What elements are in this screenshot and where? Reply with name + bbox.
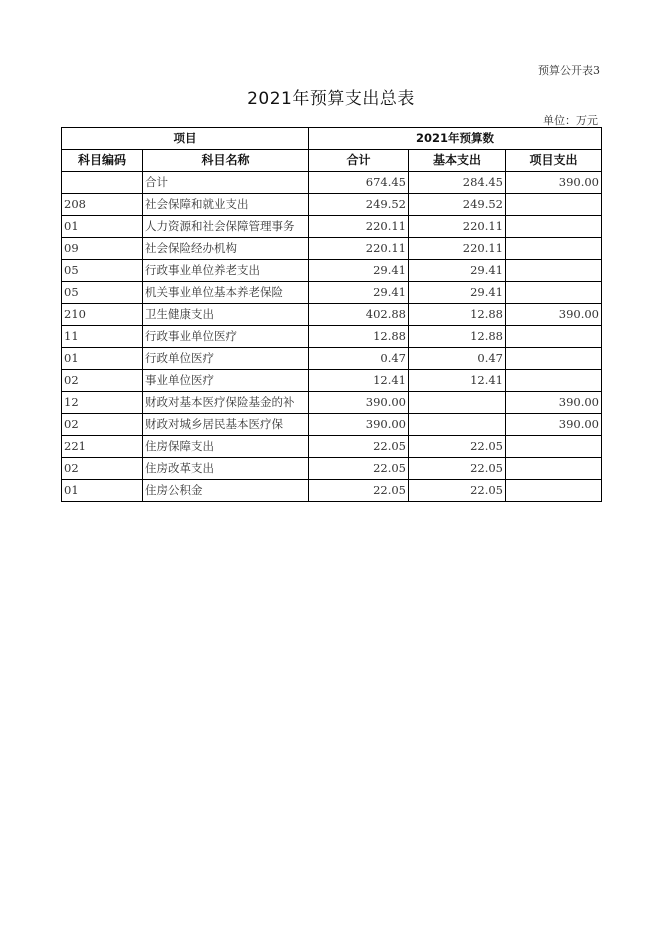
cell-code: 02 (62, 414, 143, 436)
page-title: 2021年预算支出总表 (247, 89, 415, 109)
cell-name: 财政对基本医疗保险基金的补 (143, 392, 309, 414)
cell-total: 22.05 (309, 480, 409, 502)
cell-project (506, 326, 602, 348)
cell-total: 249.52 (309, 194, 409, 216)
group-header-row (62, 128, 602, 150)
cell-name: 社会保障和就业支出 (143, 194, 309, 216)
unit-label: 单位：万元 (543, 114, 598, 127)
cell-code: 02 (62, 458, 143, 480)
cell-code: 02 (62, 370, 143, 392)
cell-code: 05 (62, 260, 143, 282)
column-header-project: 项目支出 (506, 150, 602, 172)
cell-code: 11 (62, 326, 143, 348)
table-row (62, 392, 602, 414)
table-row (62, 326, 602, 348)
cell-basic: 22.05 (409, 458, 506, 480)
table-row (62, 282, 602, 304)
cell-total: 22.05 (309, 436, 409, 458)
cell-project: 390.00 (506, 172, 602, 194)
budget-group-header: 2021年预算数 (309, 128, 602, 150)
cell-project (506, 238, 602, 260)
cell-name: 住房保障支出 (143, 436, 309, 458)
cell-total: 220.11 (309, 238, 409, 260)
cell-total: 29.41 (309, 282, 409, 304)
table-row (62, 216, 602, 238)
cell-project (506, 436, 602, 458)
cell-project: 390.00 (506, 392, 602, 414)
cell-name: 机关事业单位基本养老保险 (143, 282, 309, 304)
table-row (62, 436, 602, 458)
table-row (62, 238, 602, 260)
cell-basic: 22.05 (409, 480, 506, 502)
cell-basic: 12.41 (409, 370, 506, 392)
cell-name: 住房改革支出 (143, 458, 309, 480)
table-row (62, 414, 602, 436)
cell-project: 390.00 (506, 414, 602, 436)
cell-code: 05 (62, 282, 143, 304)
table-row (62, 260, 602, 282)
cell-total: 22.05 (309, 458, 409, 480)
table-row (62, 172, 602, 194)
cell-code (62, 172, 143, 194)
cell-code: 01 (62, 216, 143, 238)
table-body (62, 172, 602, 502)
cell-total: 402.88 (309, 304, 409, 326)
cell-basic: 12.88 (409, 304, 506, 326)
cell-project: 390.00 (506, 304, 602, 326)
cell-total: 12.41 (309, 370, 409, 392)
cell-basic: 12.88 (409, 326, 506, 348)
cell-total: 29.41 (309, 260, 409, 282)
cell-basic: 29.41 (409, 282, 506, 304)
cell-basic: 0.47 (409, 348, 506, 370)
item-group-header: 项目 (62, 128, 309, 150)
column-header-name: 科目名称 (143, 150, 309, 172)
cell-basic (409, 392, 506, 414)
cell-project (506, 282, 602, 304)
form-number: 预算公开表3 (538, 64, 600, 77)
cell-name: 行政事业单位养老支出 (143, 260, 309, 282)
column-header-basic: 基本支出 (409, 150, 506, 172)
table-row (62, 348, 602, 370)
cell-code: 01 (62, 480, 143, 502)
cell-code: 12 (62, 392, 143, 414)
cell-code: 221 (62, 436, 143, 458)
cell-name: 行政事业单位医疗 (143, 326, 309, 348)
cell-project (506, 458, 602, 480)
cell-basic: 220.11 (409, 238, 506, 260)
cell-total: 12.88 (309, 326, 409, 348)
table-row (62, 194, 602, 216)
cell-code: 09 (62, 238, 143, 260)
cell-project (506, 194, 602, 216)
cell-total: 390.00 (309, 414, 409, 436)
cell-basic: 22.05 (409, 436, 506, 458)
cell-name: 住房公积金 (143, 480, 309, 502)
cell-total: 220.11 (309, 216, 409, 238)
cell-name: 财政对城乡居民基本医疗保 (143, 414, 309, 436)
cell-basic: 249.52 (409, 194, 506, 216)
column-header-code: 科目编码 (62, 150, 143, 172)
cell-code: 208 (62, 194, 143, 216)
cell-project (506, 480, 602, 502)
cell-basic (409, 414, 506, 436)
cell-project (506, 348, 602, 370)
cell-project (506, 216, 602, 238)
column-header-row (62, 150, 602, 172)
cell-code: 210 (62, 304, 143, 326)
cell-name: 事业单位医疗 (143, 370, 309, 392)
budget-expenditure-table (61, 127, 602, 502)
column-header-total: 合计 (309, 150, 409, 172)
table-row (62, 304, 602, 326)
cell-name: 合计 (143, 172, 309, 194)
cell-basic: 29.41 (409, 260, 506, 282)
cell-code: 01 (62, 348, 143, 370)
table-row (62, 370, 602, 392)
cell-name: 卫生健康支出 (143, 304, 309, 326)
cell-project (506, 370, 602, 392)
table-row (62, 480, 602, 502)
cell-basic: 220.11 (409, 216, 506, 238)
table-row (62, 458, 602, 480)
cell-total: 674.45 (309, 172, 409, 194)
cell-name: 行政单位医疗 (143, 348, 309, 370)
cell-total: 0.47 (309, 348, 409, 370)
cell-basic: 284.45 (409, 172, 506, 194)
cell-total: 390.00 (309, 392, 409, 414)
cell-name: 社会保险经办机构 (143, 238, 309, 260)
cell-name: 人力资源和社会保障管理事务 (143, 216, 309, 238)
cell-project (506, 260, 602, 282)
